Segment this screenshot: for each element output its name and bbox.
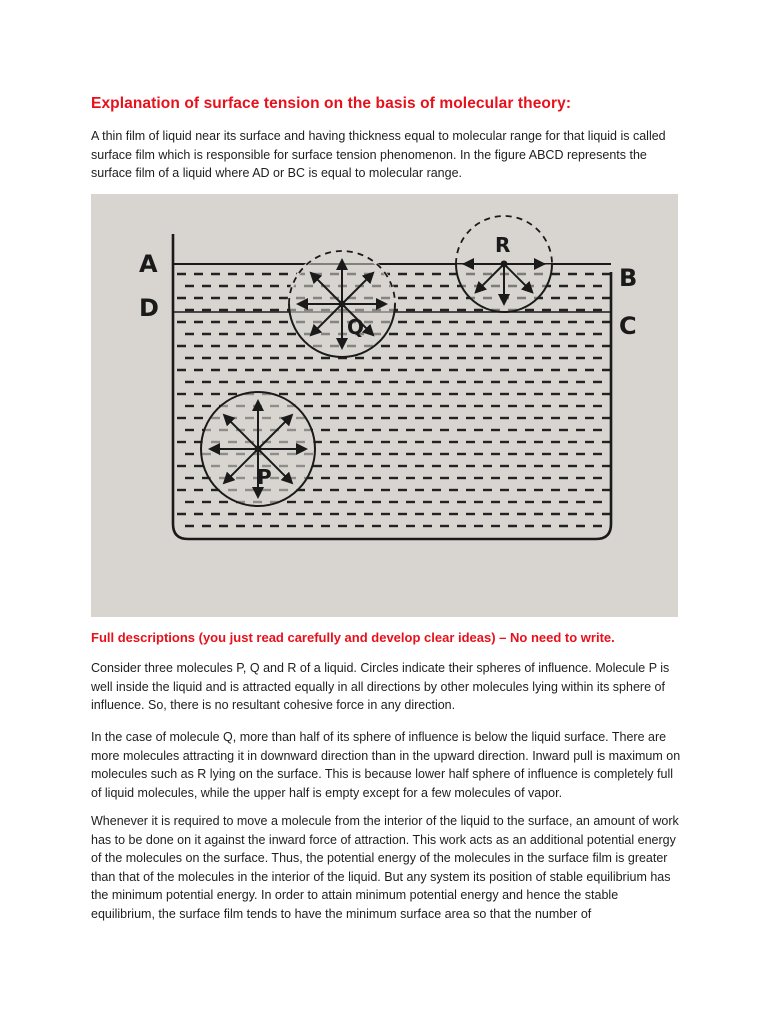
label-q: Q: [347, 315, 365, 339]
paragraph-1: Consider three molecules P, Q and R of a liquid. Circles indicate their spheres of influence. Molecule P is well inside the liquid and is attracted equally in all directions by other molecules lying within its sphere of influence. So, there is no resultant cohesive force in any direction.: [91, 661, 670, 713]
page-heading: Explanation of surface tension on the basis of molecular theory:: [91, 95, 572, 112]
label-d: D: [139, 294, 159, 322]
molecule-q-sphere: [289, 251, 395, 357]
label-b: B: [619, 264, 638, 292]
label-p: P: [257, 465, 272, 489]
label-r: R: [495, 233, 511, 257]
label-c: C: [619, 312, 637, 340]
surface-tension-diagram: [91, 194, 678, 617]
sub-heading: Full descriptions (you just read carefully and develop clear ideas) – No need to write.: [91, 630, 615, 645]
paragraph-3: Whenever it is required to move a molecule from the interior of the liquid to the surface, an amount of work has to be done on it against the inward force of attraction. This work acts as an additional potential energy of the molecules on the surface. Thus, the potential energy of the molecules in the surface film is greater than that of the molecules in the interior of the liquid. But any system its position of stable equilibrium has the minimum potential energy. In order to attain minimum potential energy and hence the stable equilibrium, the surface film tends to have the minimum surface area so that the number of: [91, 814, 679, 921]
paragraph-2: In the case of molecule Q, more than half of its sphere of influence is below the liquid surface. There are more molecules attracting it in downward direction than in the upward direction. Inward pull is maximum on molecules such as R lying on the surface. This is because lower half sphere of influence is completely full of liquid molecules, while the upper half is empty except for a few molecules of vapor.: [91, 730, 681, 800]
intro-paragraph: A thin film of liquid near its surface and having thickness equal to molecular range for that liquid is called surface film which is responsible for surface tension phenomenon. In the figure ABCD represents the surface film of a liquid where AD or BC is equal to molecular range.: [91, 129, 666, 181]
label-a: A: [139, 250, 158, 278]
